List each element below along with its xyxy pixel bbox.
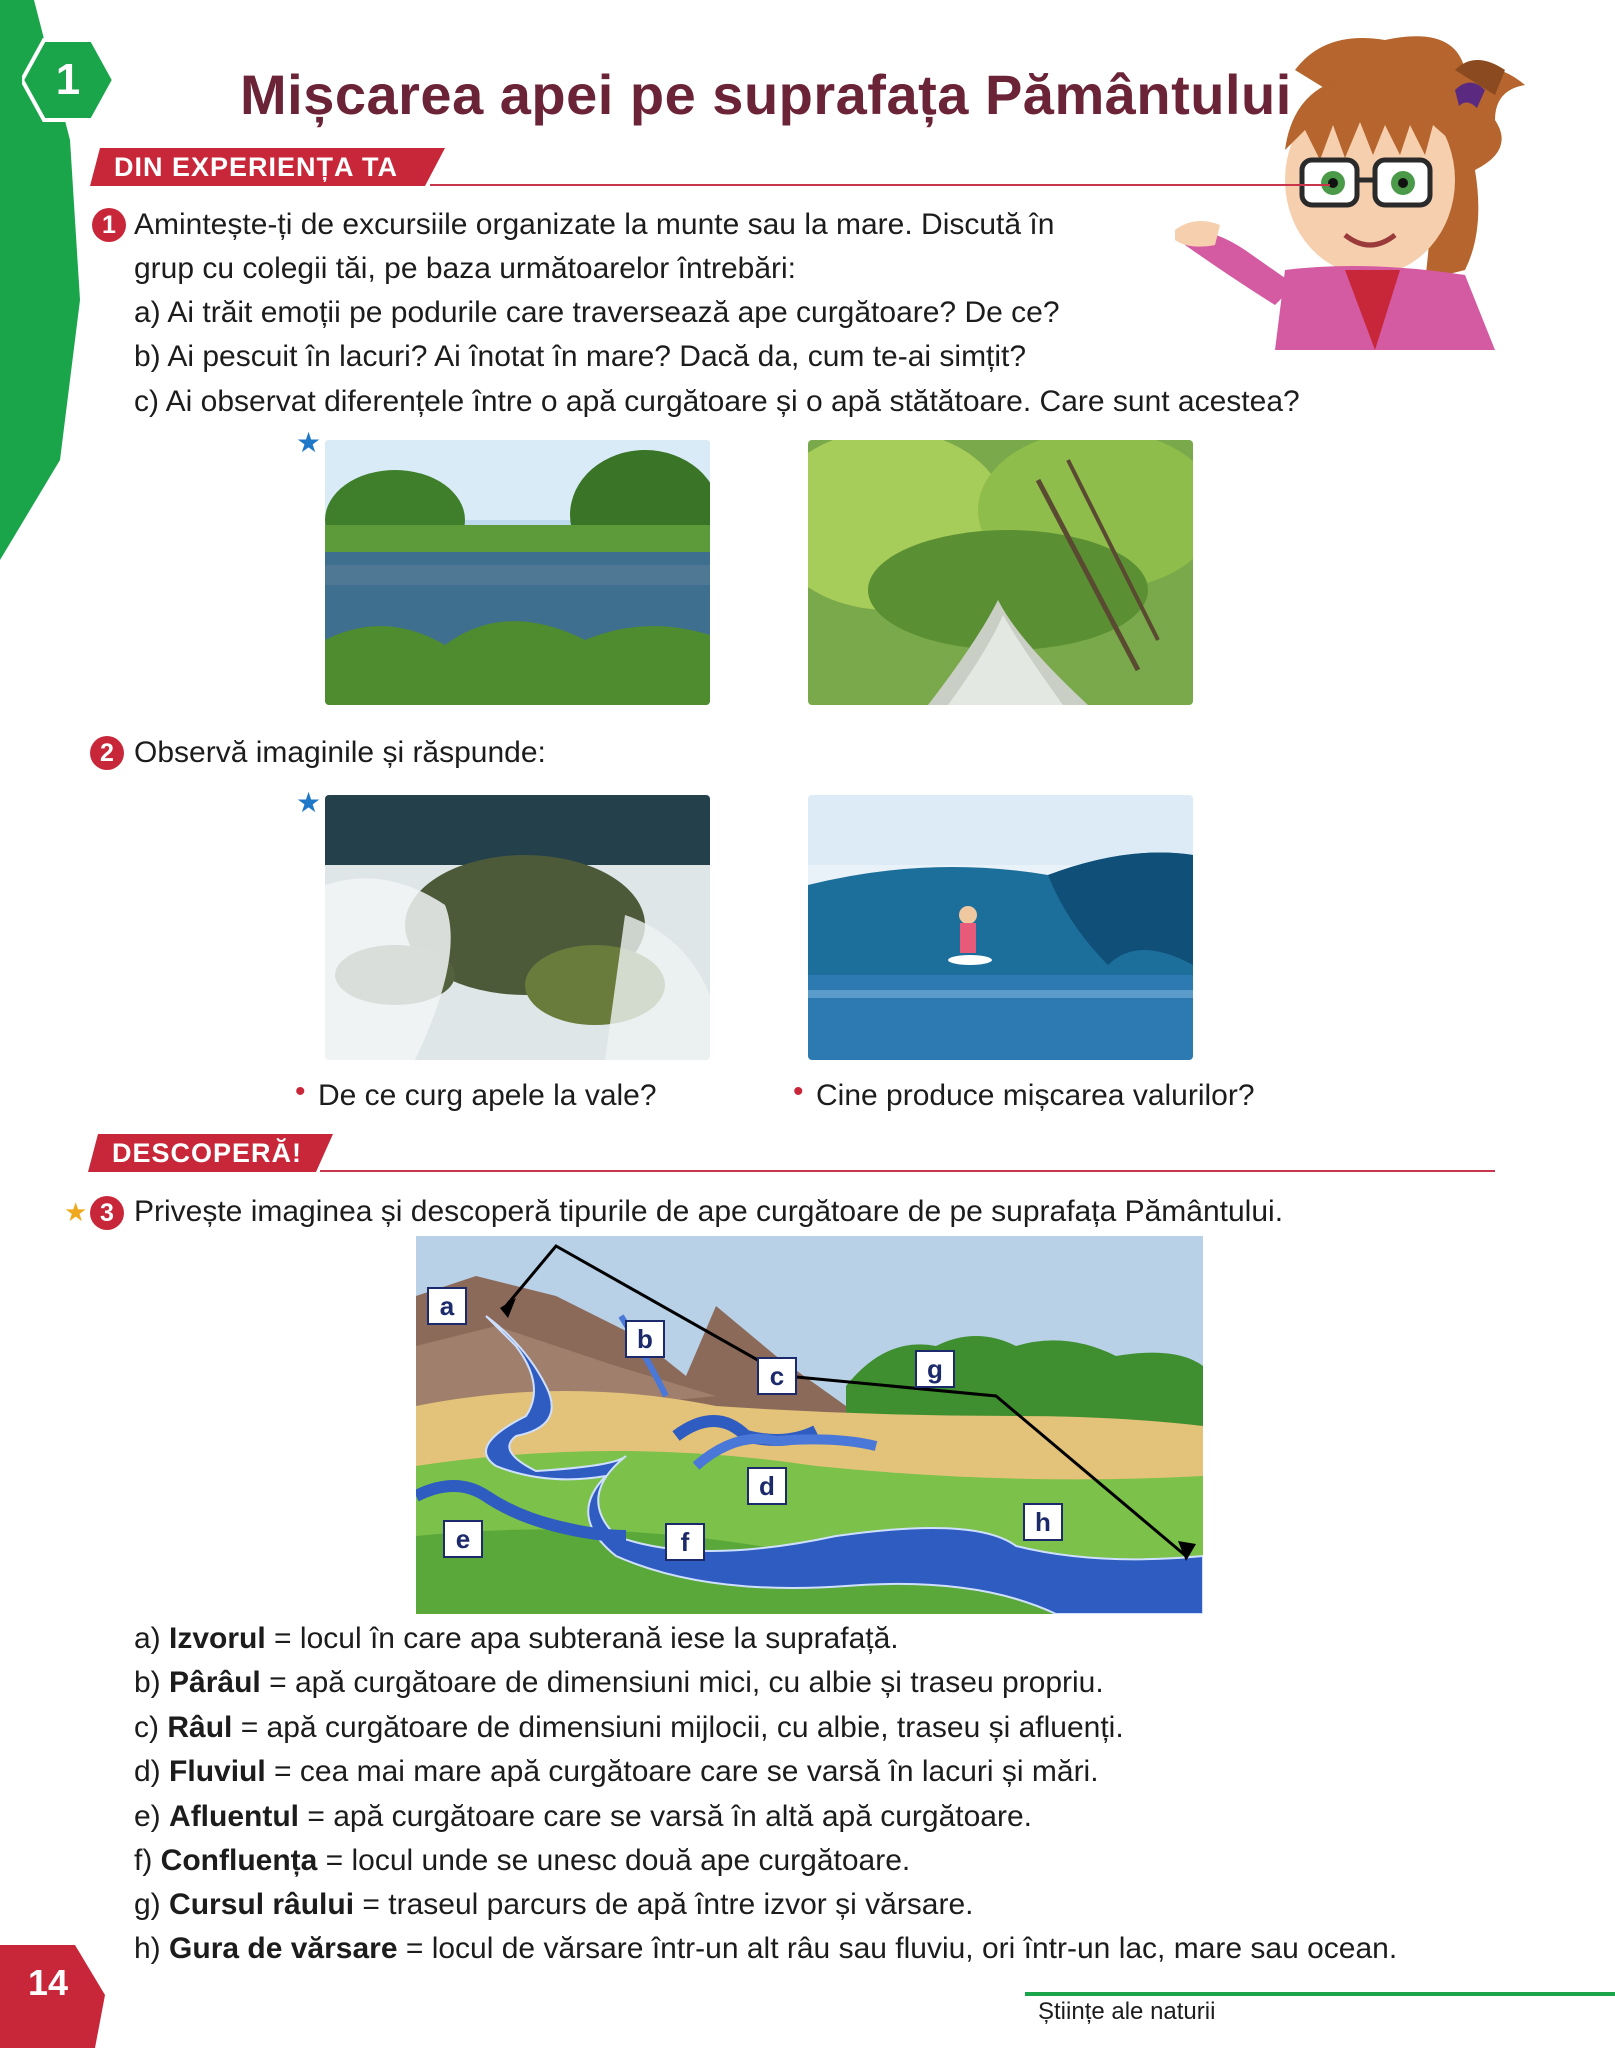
svg-text:g: g xyxy=(927,1354,943,1384)
diagram-label-box xyxy=(758,1358,796,1394)
forest-stream-photo xyxy=(808,440,1193,705)
bullet-dot: • xyxy=(793,1075,804,1108)
definition-line: h) Gura de vărsare = locul de vărsare într-un alt râu sau fluviu, ori într-un lac, mare sau ocean. xyxy=(134,1932,1398,1965)
diagram-label-box xyxy=(444,1521,482,1557)
star-icon: ★ xyxy=(296,787,322,818)
page-title: Mișcarea apei pe suprafața Pământului xyxy=(240,63,1292,126)
question-number-badge: 1 xyxy=(92,208,126,242)
section-header-descopera: DESCOPERĂ! xyxy=(112,1138,303,1168)
question-2-text: Observă imaginile și răspunde: xyxy=(134,736,546,769)
diagram-label-box xyxy=(916,1351,954,1387)
footer-subject: Științe ale naturii xyxy=(1038,1998,1216,2025)
diagram-label-box xyxy=(748,1468,786,1504)
waterfall-rocks-photo xyxy=(325,795,710,1060)
definition-line: a) Izvorul = locul în care apa subterană iese la suprafață. xyxy=(134,1622,899,1655)
page-number: 14 xyxy=(28,1962,69,2003)
footer-line xyxy=(1025,1992,1615,1996)
diagram-label-box xyxy=(428,1288,466,1324)
definition-line: g) Cursul râului = traseul parcurs de apă între izvor și vărsare. xyxy=(134,1888,974,1921)
question-number-badge: 2 xyxy=(90,736,124,770)
svg-text:a: a xyxy=(439,1291,455,1321)
definition-line: e) Afluentul = apă curgătoare care se varsă în altă apă curgătoare. xyxy=(134,1800,1032,1833)
question-1-line: grup cu colegii tăi, pe baza următoarelor întrebări: xyxy=(134,252,797,285)
cartoon-girl-illustration xyxy=(1175,30,1535,350)
question-1-line: Amintește-ți de excursiile organizate la munte sau la mare. Discută în xyxy=(134,208,1055,241)
river-types-diagram xyxy=(416,1236,1203,1614)
surfer-wave-photo xyxy=(808,795,1193,1060)
question-2-bullet: Cine produce mișcarea valurilor? xyxy=(816,1079,1255,1112)
svg-text:h: h xyxy=(1035,1507,1051,1537)
definition-line: f) Confluența = locul unde se unesc două ape curgătoare. xyxy=(134,1844,911,1877)
diagram-label-box xyxy=(1024,1504,1062,1540)
question-number-badge: 3 xyxy=(90,1196,124,1230)
svg-text:e: e xyxy=(455,1524,471,1554)
section-header-din-experienta-ta: DIN EXPERIENȚA TA xyxy=(114,152,399,182)
question-3-text: Privește imaginea și descoperă tipurile de ape curgătoare de pe suprafața Pământului. xyxy=(134,1195,1284,1228)
section-divider xyxy=(430,184,1330,186)
diagram-label-box xyxy=(626,1321,664,1357)
question-1-line: c) Ai observat diferențele între o apă curgătoare și o apă stătătoare. Care sunt acestea? xyxy=(134,385,1300,418)
definition-line: d) Fluviul = cea mai mare apă curgătoare care se varsă în lacuri și mări. xyxy=(134,1755,1099,1788)
bullet-dot: • xyxy=(295,1075,306,1108)
question-1-line: b) Ai pescuit în lacuri? Ai înotat în mare? Dacă da, cum te-ai simțit? xyxy=(134,340,1027,373)
svg-text:d: d xyxy=(759,1471,775,1501)
svg-text:f: f xyxy=(680,1527,690,1557)
diagram-label-box xyxy=(666,1524,704,1560)
chapter-number: 1 xyxy=(55,55,81,104)
svg-text:c: c xyxy=(769,1361,785,1391)
lake-photo xyxy=(325,440,710,705)
section-divider xyxy=(320,1170,1495,1172)
svg-text:b: b xyxy=(637,1324,653,1354)
question-1-line: a) Ai trăit emoții pe podurile care traversează ape curgătoare? De ce? xyxy=(134,296,1060,329)
star-icon: ★ xyxy=(64,1197,88,1227)
definition-line: c) Râul = apă curgătoare de dimensiuni mijlocii, cu albie, traseu și afluenți. xyxy=(134,1711,1124,1744)
definition-line: b) Pârâul = apă curgătoare de dimensiuni mici, cu albie și traseu propriu. xyxy=(134,1666,1104,1699)
star-icon: ★ xyxy=(296,427,322,458)
question-2-bullet: De ce curg apele la vale? xyxy=(318,1079,657,1112)
